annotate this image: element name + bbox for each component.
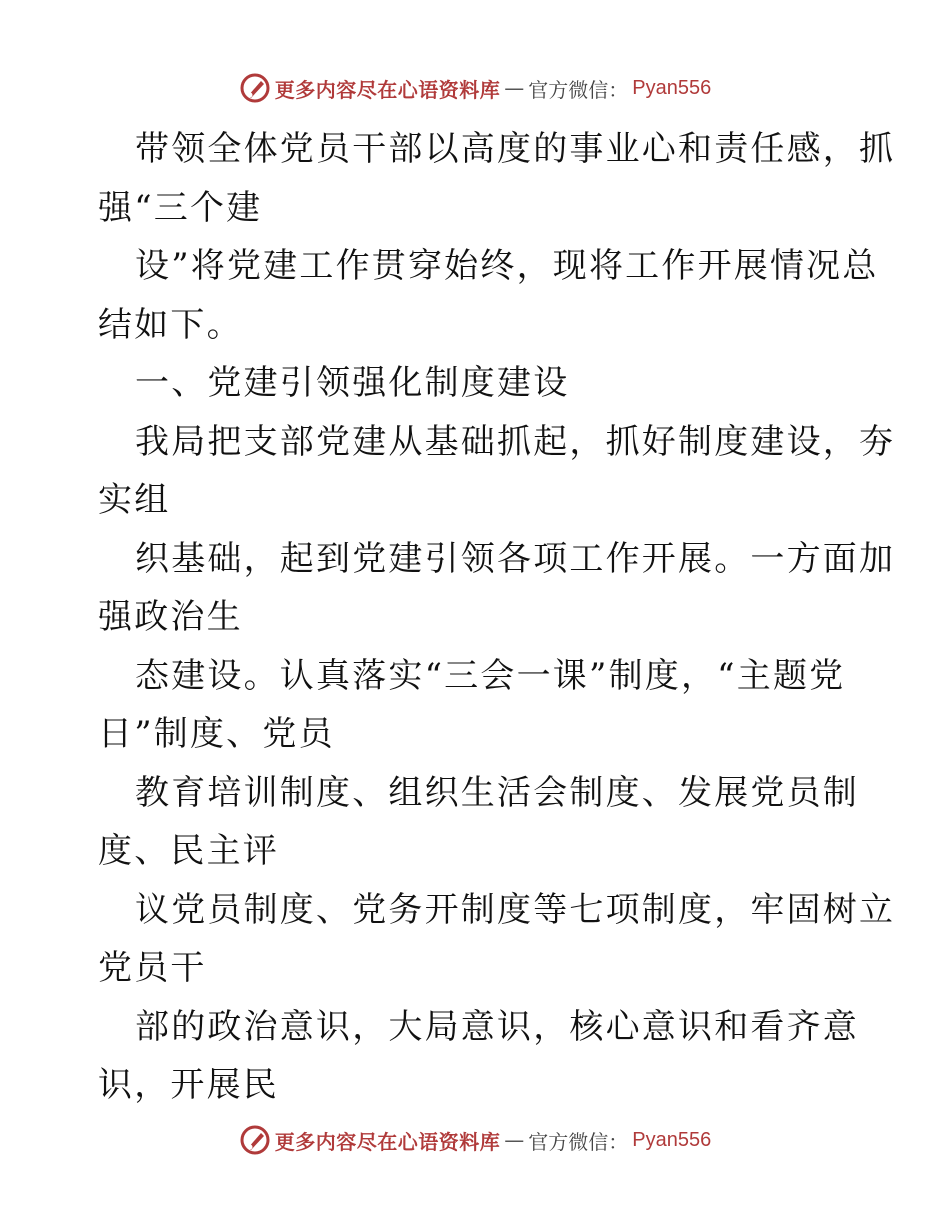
document-body [98,120,896,1115]
text-line: 部的政治意识，大局意识，核心意识和看齐意 [135,1006,859,1047]
text-line: 强“三个建 [98,187,263,228]
text-line: 带领全体党员干部以高度的事业心和责任感，抓 [135,129,896,169]
text-line: 织基础，起到党建引领各项工作开展。一方面加 [135,538,896,579]
text-line: 结如下。 [98,304,243,345]
banner-wechat-id: Pyan556 [632,1128,712,1151]
banner-wechat-label: 官方微信： [528,1129,629,1154]
text-line: 日”制度、党员 [98,714,335,754]
text-line: 设”将党建工作贯穿始终，现将工作开展情况总 [135,246,879,286]
text-line: 实组 [98,480,171,520]
text-line: 我局把支部党建从基础抓起，抓好制度建设，夯 [135,421,896,462]
text-line: 党员干 [98,948,207,988]
banner-site-text: 更多内容尽在心语资料库 [274,1129,501,1154]
footer-watermark-banner [0,1124,950,1156]
banner-wechat-id: Pyan556 [632,76,712,99]
banner-wechat-label: 官方微信： [528,77,629,102]
logo-icon [239,1124,271,1156]
text-line: 识，开展民 [98,1065,279,1105]
banner-separator: — [504,76,525,100]
text-line: 强政治生 [98,597,243,637]
text-line: 议党员制度、党务开制度等七项制度，牢固树立 [135,889,896,930]
banner-separator: — [504,1128,525,1152]
text-line: 态建设。认真落实“三会一课”制度，“主题党 [135,655,846,696]
text-line: 教育培训制度、组织生活会制度、发展党员制 [135,772,859,813]
header-watermark-banner [0,72,950,104]
text-line: 度、民主评 [98,831,279,871]
banner-site-text: 更多内容尽在心语资料库 [274,77,501,102]
logo-icon [239,72,271,104]
text-line: 一、党建引领强化制度建设 [135,363,570,403]
